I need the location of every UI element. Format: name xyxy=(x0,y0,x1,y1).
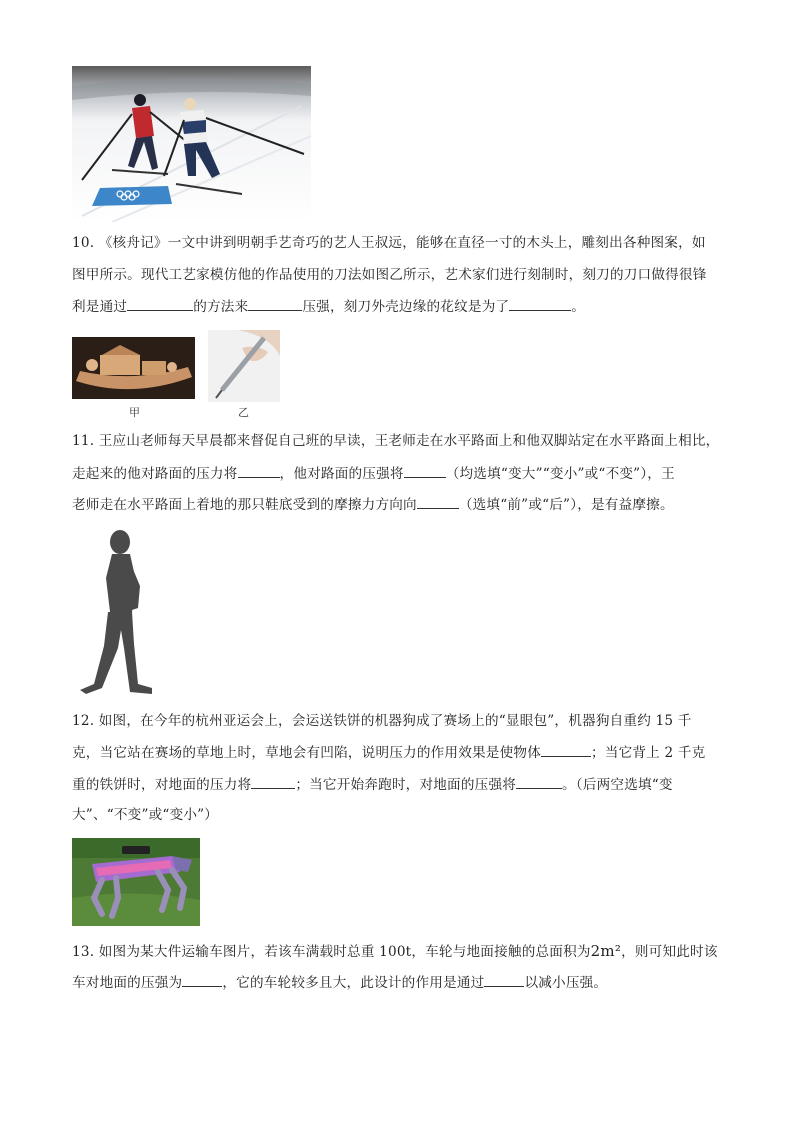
q12-line-3 xyxy=(72,774,673,795)
q10-line-3 xyxy=(72,296,585,317)
q11-text-b: ，他对路面的压强将 xyxy=(279,466,404,482)
q13-text-d: ，它的车轮较多且大，此设计的作用是通过 xyxy=(222,975,485,991)
q10-text-b: 的方法来 xyxy=(193,299,249,315)
q12-text-d: ；当它开始奔跑时，对地面的压强将 xyxy=(295,777,517,793)
q12-text-a: 克，当它站在赛场的草地上时，草地会有凹陷，说明压力的作用效果是使物体 xyxy=(72,745,541,761)
q12-text-e: 。（后两空选填“变 xyxy=(562,777,673,793)
q11-line-3 xyxy=(72,494,674,515)
walking-man-silhouette xyxy=(72,528,162,698)
carved-boat-photo xyxy=(72,337,195,399)
q12-line-4: 大”、“不变”或“变小”） xyxy=(72,807,219,823)
q13-blank-1[interactable] xyxy=(182,972,222,987)
q13-blank-2[interactable] xyxy=(484,972,524,987)
q11-blank-2[interactable] xyxy=(404,463,446,478)
q13-text-a: 13. 如图为某大件运输车图片，若该车满载时总重 100t，车轮与地面接触的总面积为 xyxy=(72,944,591,960)
q10-text-c: 压强，刻刀外壳边缘的花纹是为了 xyxy=(302,299,510,315)
q12-line-1: 12. 如图，在今年的杭州亚运会上，会运送铁饼的机器狗成了赛场上的“显眼包”，机器狗自重约 15 千 xyxy=(72,713,692,729)
robot-dog-photo xyxy=(72,838,200,926)
q13-line-2 xyxy=(72,972,607,993)
q12-blank-1[interactable] xyxy=(541,742,591,757)
q10-blank-1[interactable] xyxy=(127,296,193,311)
carving-knife-photo xyxy=(208,330,280,402)
q11-text-d: 老师走在水平路面上着地的那只鞋底受到的摩擦力方向向 xyxy=(72,497,417,513)
q11-blank-1[interactable] xyxy=(238,463,280,478)
q10-text-a: 利是通过 xyxy=(72,299,128,315)
q12-line-2 xyxy=(72,742,705,763)
q13-text-b: ，则可知此时该 xyxy=(621,944,718,960)
q12-blank-2[interactable] xyxy=(251,774,295,789)
q10-text-d: 。 xyxy=(571,299,586,315)
q11-line-1: 11. 王应山老师每天早晨都来督促自己班的早读，王老师走在水平路面上和他双脚站定在水平路面上相比， xyxy=(72,433,720,449)
q11-text-e: （选填“前”或“后”），是有益摩擦。 xyxy=(458,497,674,513)
q11-text-a: 走起来的他对路面的压力将 xyxy=(72,466,238,482)
caption-jia: 甲 xyxy=(129,406,140,419)
q10-blank-3[interactable] xyxy=(509,296,571,311)
q12-text-b: ；当它背上 2 千克 xyxy=(591,745,706,761)
q13-text-c: 车对地面的压强为 xyxy=(72,975,183,991)
q13-area-value: 2m² xyxy=(590,942,622,960)
q11-line-2 xyxy=(72,463,675,484)
q11-blank-3[interactable] xyxy=(417,494,459,509)
skiing-photo xyxy=(72,66,311,222)
q13-text-e: 以减小压强。 xyxy=(524,975,608,991)
caption-yi: 乙 xyxy=(238,406,249,419)
q10-line-1: 10. 《核舟记》一文中讲到明朝手艺奇巧的艺人王叔远，能够在直径一寸的木头上，雕刻出各种图案，如 xyxy=(72,235,706,251)
q12-blank-3[interactable] xyxy=(516,774,562,789)
q10-line-2: 图甲所示。现代工艺家模仿他的作品使用的刀法如图乙所示，艺术家们进行刻制时，刻刀的刀口做得很锋 xyxy=(72,267,707,283)
q12-text-c: 重的铁饼时，对地面的压力将 xyxy=(72,777,252,793)
q11-text-c: （均选填“变大”“变小”或“不变”），王 xyxy=(445,466,675,482)
q13-line-1 xyxy=(72,941,718,962)
q10-blank-2[interactable] xyxy=(248,296,302,311)
